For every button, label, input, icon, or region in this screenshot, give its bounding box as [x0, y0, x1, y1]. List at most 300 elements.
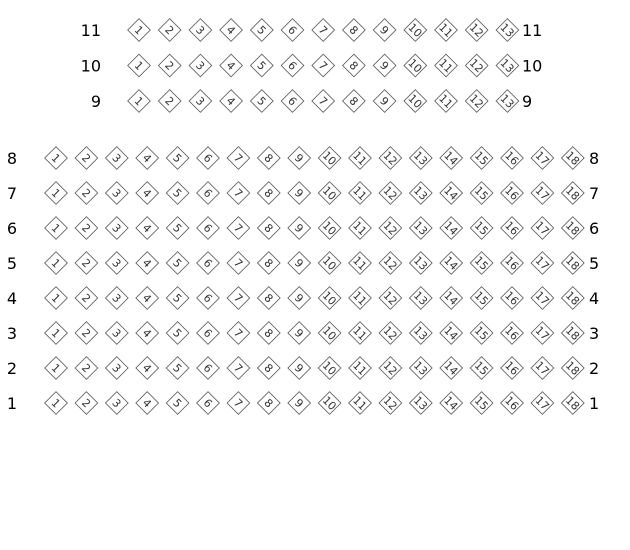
seat-number: 5	[170, 361, 185, 376]
seat-number: 1	[48, 396, 63, 411]
seat[interactable]	[197, 217, 220, 240]
seat[interactable]	[373, 19, 396, 42]
seat-number: 4	[223, 58, 238, 73]
seat[interactable]	[409, 392, 432, 415]
seat[interactable]	[561, 322, 584, 345]
seat[interactable]	[379, 147, 402, 170]
seat[interactable]	[465, 54, 488, 77]
seat-number: 7	[230, 151, 246, 166]
seat[interactable]	[158, 54, 181, 77]
seat-number: 1	[48, 361, 63, 376]
seat-number: 17	[532, 218, 552, 238]
seat[interactable]	[166, 357, 189, 380]
seat[interactable]	[166, 252, 189, 275]
seat[interactable]	[349, 252, 372, 275]
seat[interactable]	[220, 90, 243, 113]
seat[interactable]	[440, 287, 463, 310]
seat[interactable]	[440, 392, 463, 415]
seat[interactable]	[561, 287, 584, 310]
seat[interactable]	[349, 287, 372, 310]
seat-number: 1	[48, 256, 63, 271]
seat[interactable]	[501, 392, 524, 415]
seat[interactable]	[440, 357, 463, 380]
seat[interactable]	[136, 287, 159, 310]
seat-number: 4	[139, 396, 154, 411]
seat[interactable]	[75, 182, 98, 205]
seat-number: 5	[254, 94, 269, 109]
seat-number: 13	[410, 183, 430, 203]
seat[interactable]	[409, 287, 432, 310]
seat[interactable]	[379, 357, 402, 380]
seat[interactable]	[561, 357, 584, 380]
seat-number: 6	[285, 58, 300, 73]
row-label-left: 8	[6, 149, 17, 168]
seat-number: 18	[562, 183, 582, 203]
seat-number: 5	[170, 151, 185, 166]
seat[interactable]	[197, 147, 220, 170]
seat[interactable]	[45, 322, 68, 345]
seat[interactable]	[318, 252, 341, 275]
seat[interactable]	[379, 252, 402, 275]
seat-number: 2	[78, 151, 94, 166]
seat-number: 10	[319, 358, 339, 378]
seat[interactable]	[227, 392, 250, 415]
seat[interactable]	[343, 54, 366, 77]
seat[interactable]	[440, 322, 463, 345]
seat[interactable]	[257, 392, 280, 415]
seat[interactable]	[501, 357, 524, 380]
seat[interactable]	[220, 19, 243, 42]
seat[interactable]	[136, 392, 159, 415]
seat[interactable]	[197, 252, 220, 275]
seat[interactable]	[45, 147, 68, 170]
seat[interactable]	[197, 322, 220, 345]
seat[interactable]	[197, 287, 220, 310]
seat[interactable]	[166, 217, 189, 240]
seat-number: 11	[350, 323, 370, 343]
seat[interactable]	[318, 392, 341, 415]
seat[interactable]	[227, 322, 250, 345]
seat-number: 2	[162, 23, 177, 38]
seat-number: 12	[380, 393, 400, 413]
seat[interactable]	[166, 147, 189, 170]
seat[interactable]	[409, 147, 432, 170]
seat[interactable]	[288, 252, 311, 275]
seat-number: 6	[200, 326, 215, 341]
seat[interactable]	[440, 217, 463, 240]
seat[interactable]	[136, 182, 159, 205]
seat[interactable]	[128, 90, 151, 113]
seat[interactable]	[288, 287, 311, 310]
row-label-left: 6	[6, 219, 17, 238]
seat[interactable]	[312, 54, 335, 77]
seat[interactable]	[343, 90, 366, 113]
seat[interactable]	[227, 182, 250, 205]
seat-number: 2	[78, 256, 94, 271]
seat[interactable]	[379, 392, 402, 415]
seat[interactable]	[75, 392, 98, 415]
row-label-right: 7	[589, 184, 600, 203]
seat-number: 13	[410, 358, 430, 378]
seat[interactable]	[349, 217, 372, 240]
seat-number: 16	[502, 253, 522, 273]
seat[interactable]	[220, 54, 243, 77]
seat[interactable]	[440, 252, 463, 275]
seat[interactable]	[561, 182, 584, 205]
seat[interactable]	[189, 54, 212, 77]
seat-number: 2	[162, 58, 177, 73]
seat-number: 11	[436, 91, 456, 111]
seat-number: 12	[380, 358, 400, 378]
seat-number: 18	[562, 218, 582, 238]
row-label-right: 10	[522, 56, 543, 76]
seat[interactable]	[409, 182, 432, 205]
seat[interactable]	[128, 19, 151, 42]
seat[interactable]	[105, 392, 128, 415]
seat[interactable]	[501, 287, 524, 310]
seat[interactable]	[379, 287, 402, 310]
seat-number: 17	[532, 148, 552, 168]
seat[interactable]	[105, 357, 128, 380]
seat-number: 11	[350, 358, 370, 378]
seat[interactable]	[257, 322, 280, 345]
seat-number: 13	[410, 393, 430, 413]
row-label-right: 11	[522, 21, 543, 40]
seat-number: 13	[497, 56, 517, 76]
seat-number: 11	[436, 20, 456, 40]
seat-number: 6	[285, 94, 300, 109]
seat-number: 1	[48, 151, 63, 166]
seat[interactable]	[75, 322, 98, 345]
seat-number: 5	[170, 291, 185, 306]
seat[interactable]	[501, 252, 524, 275]
seat[interactable]	[404, 54, 427, 77]
seat[interactable]	[501, 182, 524, 205]
seat[interactable]	[257, 252, 280, 275]
seat-number: 13	[410, 218, 430, 238]
seat[interactable]	[250, 54, 273, 77]
seat[interactable]	[166, 287, 189, 310]
seat-number: 9	[291, 361, 306, 376]
seat[interactable]	[288, 357, 311, 380]
seat-number: 6	[285, 23, 300, 38]
seat-number: 5	[170, 256, 185, 271]
seat-number: 4	[139, 361, 154, 376]
seat[interactable]	[496, 54, 519, 77]
seat[interactable]	[105, 322, 128, 345]
seat[interactable]	[136, 357, 159, 380]
seat[interactable]	[349, 322, 372, 345]
seat[interactable]	[257, 287, 280, 310]
seat[interactable]	[166, 182, 189, 205]
seat[interactable]	[136, 322, 159, 345]
seat-number: 14	[441, 148, 461, 168]
seat-number: 4	[223, 94, 238, 109]
seat-number: 12	[466, 91, 486, 111]
seat[interactable]	[440, 182, 463, 205]
seat[interactable]	[158, 90, 181, 113]
seat[interactable]	[496, 90, 519, 113]
seat-number: 15	[471, 218, 491, 238]
seat-number: 8	[261, 396, 276, 411]
seat[interactable]	[197, 357, 220, 380]
seat-number: 17	[532, 183, 552, 203]
seat[interactable]	[197, 392, 220, 415]
seat-number: 16	[502, 148, 522, 168]
seat[interactable]	[440, 147, 463, 170]
seat-number: 6	[200, 221, 215, 236]
seat[interactable]	[158, 19, 181, 42]
seat[interactable]	[531, 287, 554, 310]
seat[interactable]	[105, 182, 128, 205]
seat[interactable]	[409, 357, 432, 380]
seat[interactable]	[257, 217, 280, 240]
seat-number: 17	[532, 393, 552, 413]
seat[interactable]	[435, 19, 458, 42]
seat[interactable]	[312, 90, 335, 113]
row-label-left: 3	[6, 324, 17, 343]
seat[interactable]	[531, 182, 554, 205]
seat-number: 13	[410, 148, 430, 168]
seat[interactable]	[318, 322, 341, 345]
seat-number: 7	[230, 186, 246, 201]
seat[interactable]	[45, 392, 68, 415]
seat[interactable]	[435, 90, 458, 113]
seat-number: 9	[291, 396, 306, 411]
seat-number: 15	[471, 358, 491, 378]
seat-number: 14	[441, 218, 461, 238]
seat[interactable]	[409, 217, 432, 240]
seat[interactable]	[470, 217, 493, 240]
seat[interactable]	[105, 217, 128, 240]
section-lower	[7, 147, 599, 415]
seat[interactable]	[189, 90, 212, 113]
seat-number: 17	[532, 253, 552, 273]
seat-number: 17	[532, 358, 552, 378]
seat-number: 11	[350, 183, 370, 203]
seat[interactable]	[465, 19, 488, 42]
seat[interactable]	[501, 217, 524, 240]
seat[interactable]	[531, 217, 554, 240]
seat[interactable]	[75, 147, 98, 170]
seat-number: 1	[48, 326, 63, 341]
seat-number: 15	[471, 393, 491, 413]
seat-number: 12	[380, 253, 400, 273]
seat-number: 13	[410, 253, 430, 273]
seat[interactable]	[227, 357, 250, 380]
section-upper	[81, 19, 543, 113]
seat[interactable]	[136, 252, 159, 275]
seat[interactable]	[75, 287, 98, 310]
seat-number: 1	[131, 58, 146, 73]
seat[interactable]	[349, 182, 372, 205]
seat[interactable]	[531, 392, 554, 415]
seat-number: 3	[109, 256, 124, 271]
seat[interactable]	[288, 217, 311, 240]
seat[interactable]	[257, 182, 280, 205]
seat-number: 13	[497, 91, 517, 111]
seat-number: 10	[319, 148, 339, 168]
seat[interactable]	[105, 287, 128, 310]
seat-number: 8	[346, 58, 361, 73]
seat-number: 1	[48, 221, 63, 236]
seat[interactable]	[257, 147, 280, 170]
seat[interactable]	[281, 54, 304, 77]
seat[interactable]	[470, 252, 493, 275]
seat[interactable]	[561, 252, 584, 275]
seat[interactable]	[45, 287, 68, 310]
seat[interactable]	[349, 392, 372, 415]
seat[interactable]	[409, 322, 432, 345]
seat[interactable]	[343, 19, 366, 42]
seat[interactable]	[288, 322, 311, 345]
seat[interactable]	[45, 217, 68, 240]
seat[interactable]	[128, 54, 151, 77]
seat-number: 5	[254, 23, 269, 38]
seat[interactable]	[470, 147, 493, 170]
seat[interactable]	[379, 182, 402, 205]
seat-number: 11	[350, 253, 370, 273]
seat[interactable]	[288, 182, 311, 205]
seat-number: 2	[78, 361, 94, 376]
seat[interactable]	[531, 357, 554, 380]
seat-number: 7	[230, 256, 246, 271]
seat[interactable]	[435, 54, 458, 77]
seat[interactable]	[318, 217, 341, 240]
seat[interactable]	[136, 217, 159, 240]
seat[interactable]	[373, 90, 396, 113]
seat-number: 3	[109, 221, 124, 236]
seat-number: 4	[139, 151, 154, 166]
seat[interactable]	[75, 217, 98, 240]
seat-number: 3	[109, 186, 124, 201]
seat-number: 12	[466, 20, 486, 40]
seat-number: 8	[261, 361, 276, 376]
seat[interactable]	[531, 252, 554, 275]
seat[interactable]	[373, 54, 396, 77]
seat-number: 3	[109, 396, 124, 411]
seat[interactable]	[166, 392, 189, 415]
seat-number: 18	[562, 288, 582, 308]
seat[interactable]	[531, 322, 554, 345]
row-label-left: 5	[6, 254, 17, 273]
seat[interactable]	[561, 217, 584, 240]
seat[interactable]	[465, 90, 488, 113]
seat-number: 11	[350, 148, 370, 168]
seat-number: 16	[502, 218, 522, 238]
seat[interactable]	[136, 147, 159, 170]
seat[interactable]	[501, 322, 524, 345]
seat-number: 11	[350, 393, 370, 413]
seat[interactable]	[227, 217, 250, 240]
row-label-right: 5	[589, 254, 600, 273]
seat[interactable]	[166, 322, 189, 345]
seat-number: 9	[377, 94, 392, 109]
seat[interactable]	[318, 287, 341, 310]
seat[interactable]	[250, 90, 273, 113]
seat-number: 6	[200, 151, 215, 166]
seat[interactable]	[379, 217, 402, 240]
seat[interactable]	[75, 252, 98, 275]
seat-number: 15	[471, 288, 491, 308]
seat[interactable]	[470, 357, 493, 380]
row-label-left: 11	[80, 21, 101, 40]
seat[interactable]	[281, 19, 304, 42]
seat[interactable]	[561, 147, 584, 170]
seat-number: 17	[532, 323, 552, 343]
seat[interactable]	[45, 252, 68, 275]
seat[interactable]	[45, 182, 68, 205]
seat[interactable]	[470, 322, 493, 345]
seat[interactable]	[318, 357, 341, 380]
seat[interactable]	[496, 19, 519, 42]
seat-number: 14	[441, 323, 461, 343]
seat[interactable]	[404, 90, 427, 113]
seat[interactable]	[561, 392, 584, 415]
seat-number: 4	[139, 326, 154, 341]
seat-number: 14	[441, 253, 461, 273]
seat[interactable]	[105, 252, 128, 275]
seat[interactable]	[349, 357, 372, 380]
seat[interactable]	[227, 252, 250, 275]
seat-number: 3	[109, 361, 124, 376]
seat[interactable]	[105, 147, 128, 170]
seat-number: 17	[532, 288, 552, 308]
seat[interactable]	[257, 357, 280, 380]
seat[interactable]	[404, 19, 427, 42]
seat-number: 5	[170, 221, 185, 236]
seat[interactable]	[501, 147, 524, 170]
seat[interactable]	[531, 147, 554, 170]
seat[interactable]	[470, 287, 493, 310]
seat[interactable]	[227, 287, 250, 310]
seat-number: 6	[200, 186, 215, 201]
seat[interactable]	[318, 182, 341, 205]
seat[interactable]	[75, 357, 98, 380]
seat[interactable]	[288, 147, 311, 170]
row-label-right: 1	[589, 394, 600, 413]
seat-number: 18	[562, 253, 582, 273]
seat[interactable]	[349, 147, 372, 170]
seat-number: 12	[380, 288, 400, 308]
seat-number: 9	[291, 256, 306, 271]
seat[interactable]	[379, 322, 402, 345]
seat[interactable]	[318, 147, 341, 170]
seat-number: 12	[380, 218, 400, 238]
seat[interactable]	[197, 182, 220, 205]
seat-number: 14	[441, 358, 461, 378]
seat-number: 11	[350, 218, 370, 238]
seat[interactable]	[470, 392, 493, 415]
seat[interactable]	[409, 252, 432, 275]
seat[interactable]	[281, 90, 304, 113]
seat[interactable]	[312, 19, 335, 42]
seat[interactable]	[470, 182, 493, 205]
seat-number: 14	[441, 183, 461, 203]
seat-number: 4	[223, 23, 238, 38]
row-label-left: 7	[6, 184, 17, 203]
seat[interactable]	[288, 392, 311, 415]
seat-number: 9	[291, 291, 306, 306]
seat[interactable]	[189, 19, 212, 42]
seat[interactable]	[227, 147, 250, 170]
seat-number: 7	[315, 94, 330, 109]
seat-number: 6	[200, 291, 215, 306]
seat-number: 13	[497, 20, 517, 40]
seat[interactable]	[45, 357, 68, 380]
seat-number: 18	[562, 393, 582, 413]
seat[interactable]	[250, 19, 273, 42]
